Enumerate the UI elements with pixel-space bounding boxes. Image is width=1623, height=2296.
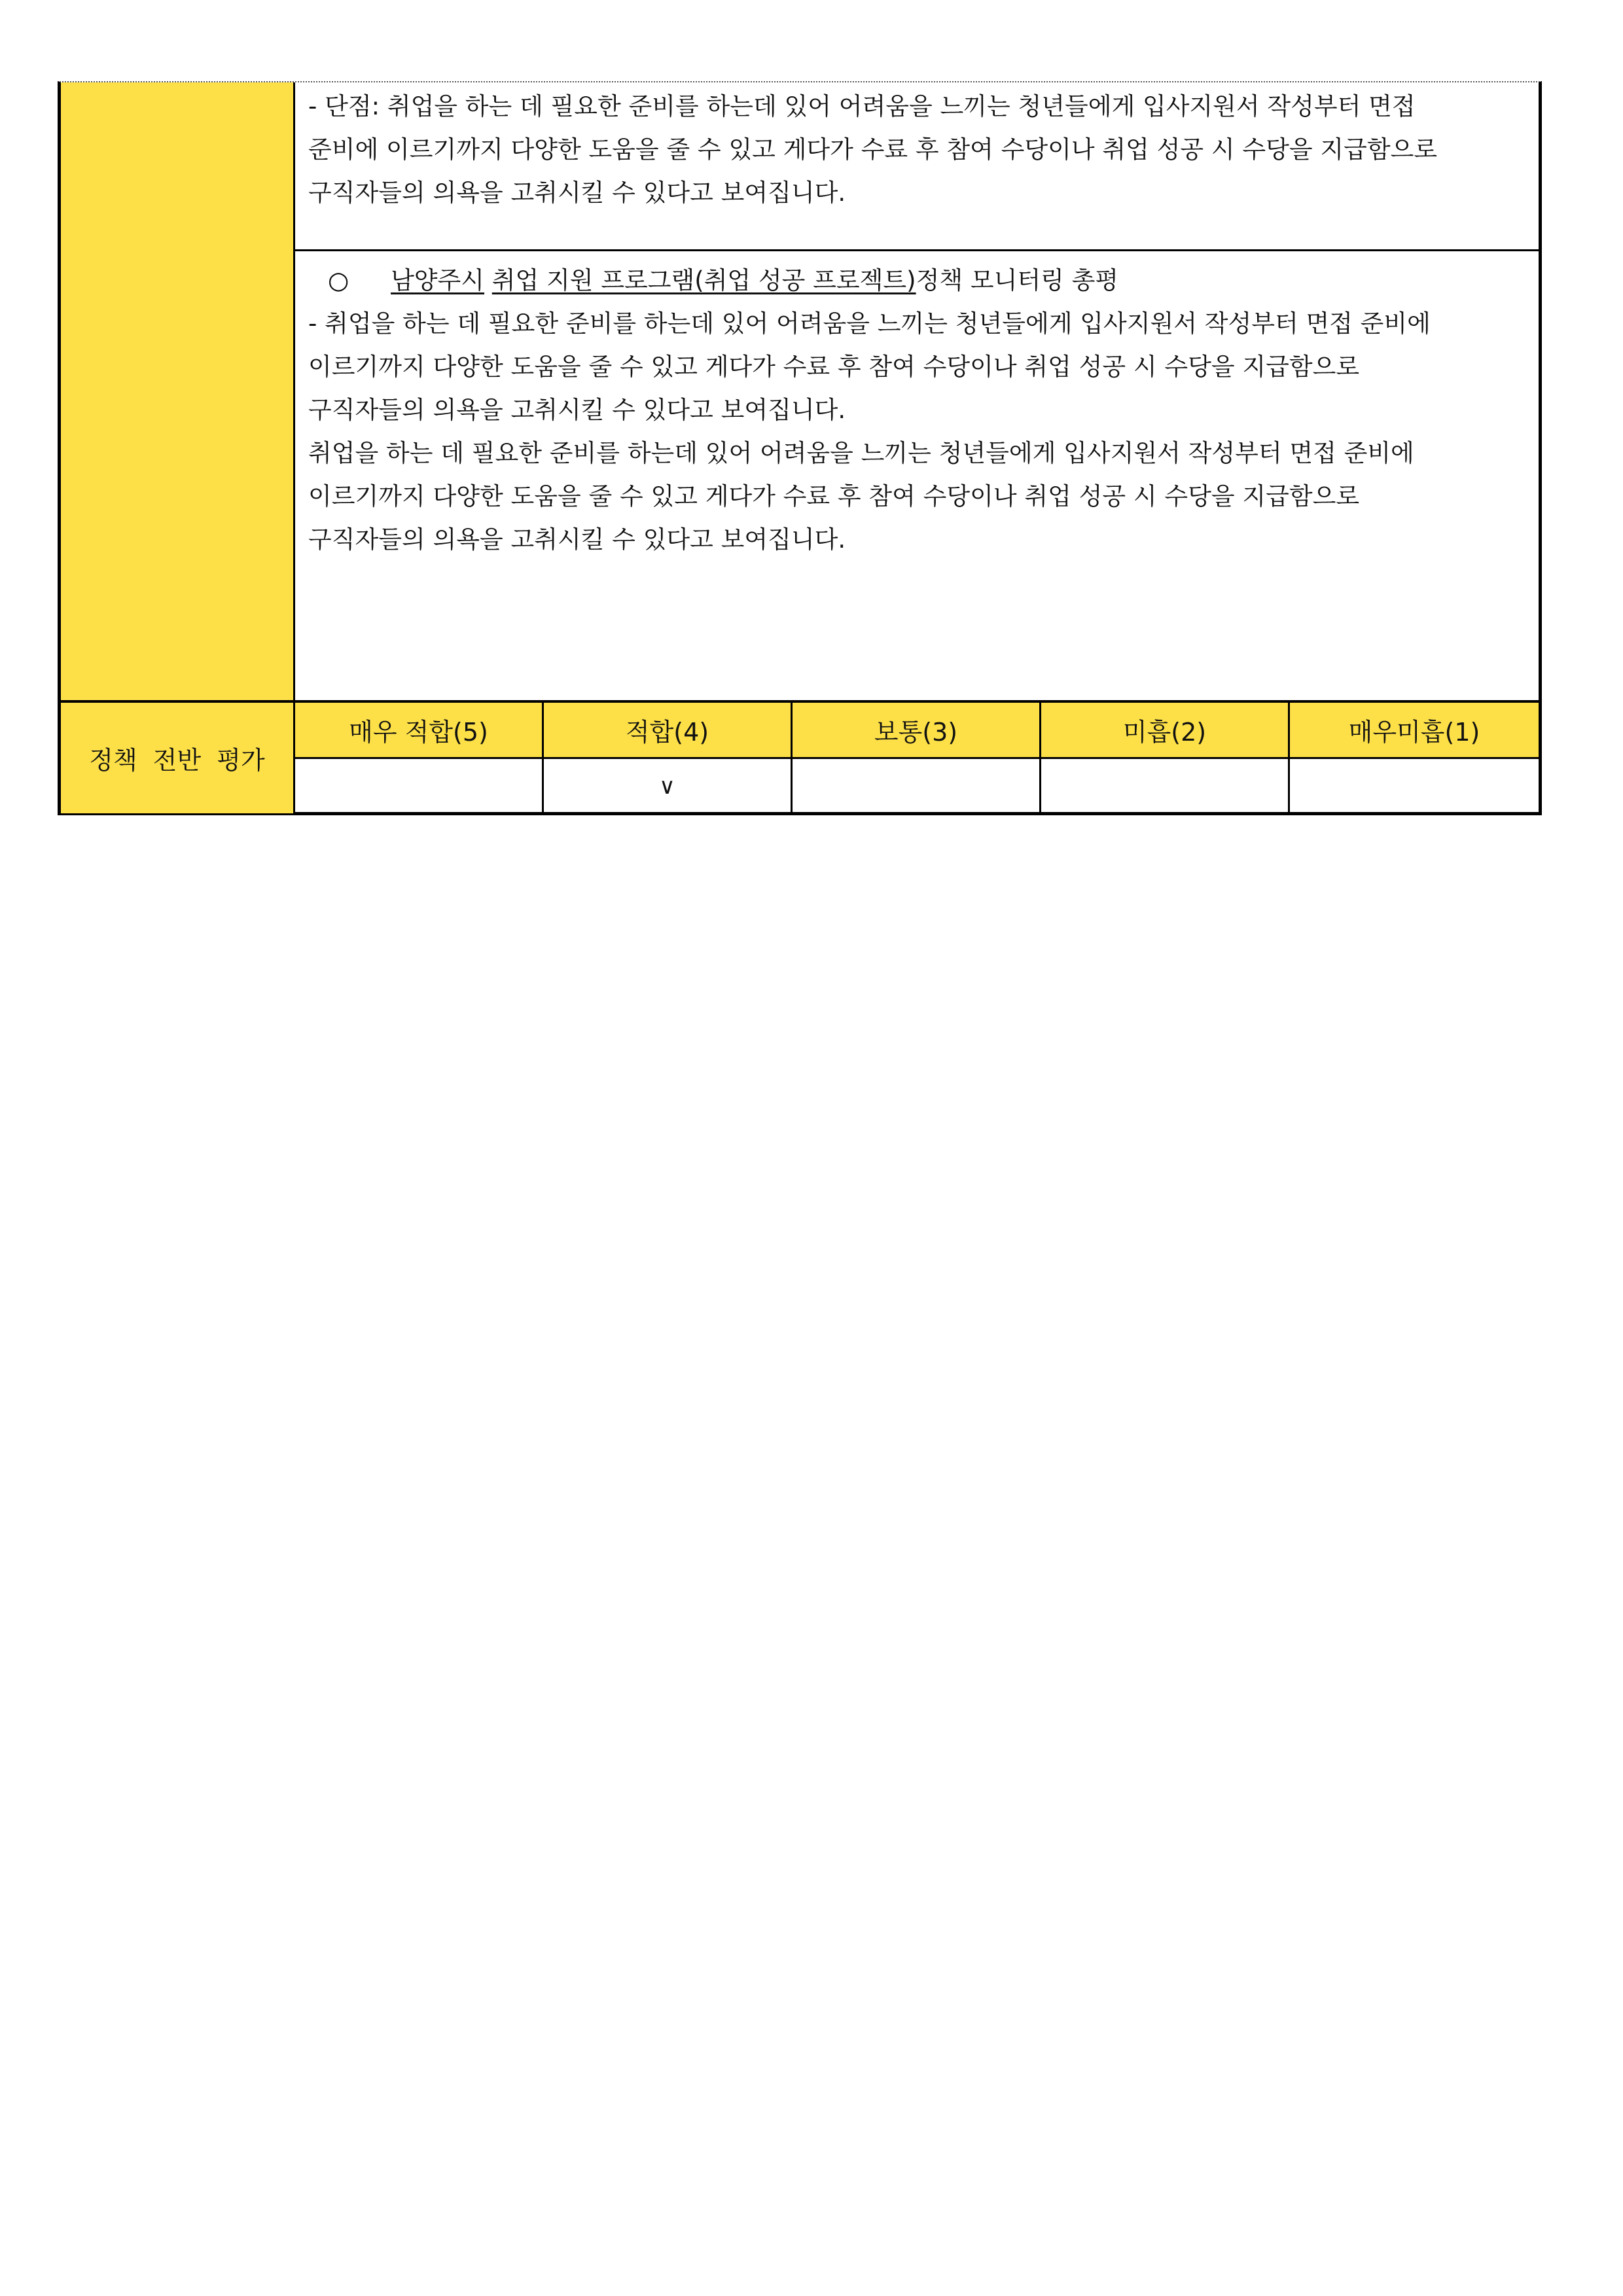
summary-heading <box>308 259 1529 302</box>
text-line: 구직자들의 의욕을 고취시킬 수 있다고 보여집니다. <box>308 179 846 207</box>
overall-evaluation-row <box>61 700 1539 813</box>
text-line: 구직자들의 의욕을 고취시킬 수 있다고 보여집니다. <box>308 525 846 554</box>
circle-bullet-icon: ○ <box>328 266 349 294</box>
disadvantage-cell <box>295 82 1542 251</box>
text-line: - 취업을 하는 데 필요한 준비를 하는데 있어 어려움을 느끼는 청년들에게 입사지원서 작성부터 면접 준비에 <box>308 309 1431 338</box>
mark-cell-4[interactable]: ∨ <box>544 759 793 813</box>
summary-cell <box>295 251 1542 700</box>
text-line: 이르기까지 다양한 도움을 줄 수 있고 게다가 수료 후 참여 수당이나 취업 성공 시 수당을 지급함으로 <box>308 353 1360 381</box>
option-very-insufficient: 매우미흡(1) <box>1290 703 1539 759</box>
text-line: 구직자들의 의욕을 고취시킬 수 있다고 보여집니다. <box>308 396 846 424</box>
option-insufficient: 미흡(2) <box>1041 703 1290 759</box>
policy-monitoring-form <box>58 81 1542 815</box>
text-line: 취업을 하는 데 필요한 준비를 하는데 있어 어려움을 느끼는 청년들에게 입사지원서 작성부터 면접 준비에 <box>308 439 1414 467</box>
mark-cell-3[interactable] <box>793 759 1041 813</box>
program-name: 취업 지원 프로그램(취업 성공 프로젝트) <box>491 266 916 294</box>
city-name: 남양주시 <box>391 266 485 294</box>
option-normal: 보통(3) <box>793 703 1041 759</box>
option-very-suitable: 매우 적합(5) <box>295 703 544 759</box>
evaluation-label: 정책 전반 평가 <box>61 703 295 813</box>
text-line: 준비에 이르기까지 다양한 도움을 줄 수 있고 게다가 수료 후 참여 수당이나 취업 성공 시 수당을 지급함으로 <box>308 135 1438 164</box>
text-line: - 단점: 취업을 하는 데 필요한 준비를 하는데 있어 어려움을 느끼는 청년들에게 입사지원서 작성부터 면접 <box>308 92 1416 120</box>
mark-cell-1[interactable] <box>1290 759 1539 813</box>
heading-suffix: 정책 모니터링 총평 <box>916 266 1119 294</box>
option-suitable: 적합(4) <box>544 703 793 759</box>
text-line: 이르기까지 다양한 도움을 줄 수 있고 게다가 수료 후 참여 수당이나 취업 성공 시 수당을 지급함으로 <box>308 482 1360 510</box>
section-label-column <box>61 82 295 700</box>
mark-cell-2[interactable] <box>1041 759 1290 813</box>
evaluation-grid <box>295 703 1539 813</box>
mark-cell-5[interactable] <box>295 759 544 813</box>
